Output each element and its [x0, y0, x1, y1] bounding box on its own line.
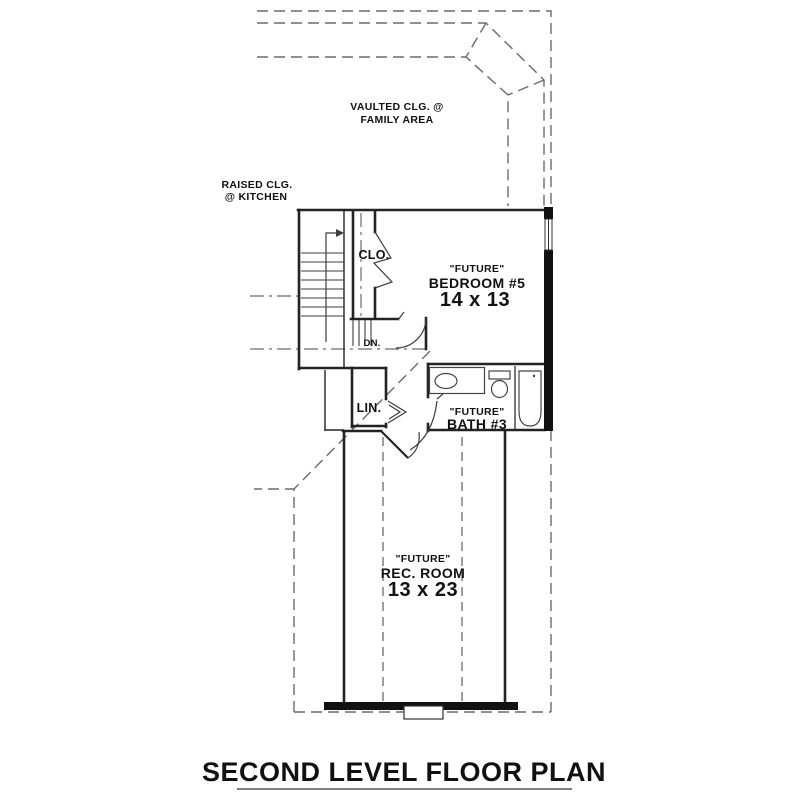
linen-door [388, 401, 406, 423]
svg-text:"FUTURE": "FUTURE" [395, 553, 451, 565]
stair-direction-arrow [326, 229, 344, 342]
svg-text:"FUTURE": "FUTURE" [449, 263, 505, 275]
labels [222, 101, 526, 601]
bath-door-arc [410, 401, 437, 450]
svg-text:BATH #3: BATH #3 [446, 416, 508, 432]
stairs-down-label: DN. [363, 338, 381, 349]
page-title: SECOND LEVEL FLOOR PLAN [201, 757, 607, 787]
rec-room-label [381, 553, 466, 601]
bedroom-door-arc [396, 318, 426, 348]
bath3-label [447, 406, 507, 432]
rec-room-window [404, 706, 443, 719]
vaulted-ceiling-label-line2: FAMILY AREA [360, 114, 434, 126]
plan-title [202, 757, 606, 789]
svg-text:BEDROOM #5: BEDROOM #5 [428, 275, 526, 291]
toilet-icon [489, 371, 510, 398]
svg-text:13 x 23: 13 x 23 [387, 579, 459, 601]
svg-text:14 x 13: 14 x 13 [439, 289, 511, 311]
svg-text:"FUTURE": "FUTURE" [449, 406, 505, 418]
svg-text:REC. ROOM: REC. ROOM [380, 565, 466, 581]
linen-label: LIN. [356, 401, 382, 415]
raised-ceiling-label-line2: @ KITCHEN [224, 191, 288, 203]
bedroom5-label [429, 263, 526, 311]
bedroom-window [545, 219, 552, 250]
closet-label: CLO. [358, 248, 390, 262]
stair-treads [301, 253, 344, 316]
bathtub-icon [519, 371, 541, 426]
vaulted-ceiling-label-line1: VAULTED CLG. @ [350, 101, 444, 113]
hall-door [381, 431, 419, 458]
sink-icon [435, 374, 457, 389]
raised-ceiling-label-line1: RAISED CLG. [221, 179, 293, 191]
